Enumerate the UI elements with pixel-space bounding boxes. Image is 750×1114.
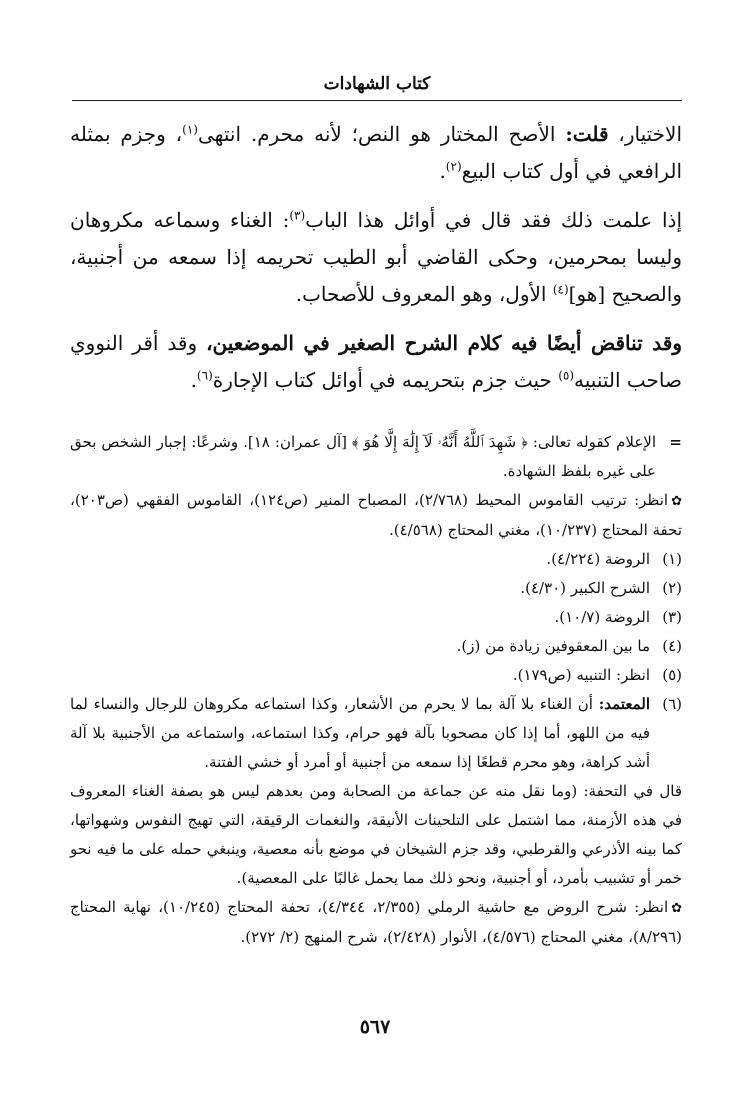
flower-ornament-icon: ✿ (671, 494, 682, 509)
header-rule (72, 100, 682, 101)
text-run: ، وجزم بمثله الرافعي في أول كتاب البيع (70, 122, 682, 183)
footnote-number: (٥) (662, 666, 682, 684)
paragraph-2 (70, 202, 682, 313)
text-run: . (439, 159, 446, 183)
text-run: أن الغناء بلا آلة بما لا يحرم من الأشعار، وكذا استماعه مكروهان للرجال والنساء لما فيه من اللهو، أما إذا كان مصحوبا بآلة فهو حرام، وكذا استماعه، واستماعه من الأجنبية بلا آلة أشد كراهة، وهو محرم قطعًا إذا سمعه من أجنبية أو أمرد أو خشي الفتنة. (70, 695, 650, 771)
text-run: . (190, 368, 197, 392)
footnote-number: (٤) (662, 637, 682, 655)
continuation-marker: = (669, 433, 682, 451)
footnote-item (70, 661, 682, 690)
footnote-text: الشرح الكبير (٤/٣٠). (520, 579, 650, 597)
text-run: وقد أقر النووي صاحب التنبيه (70, 331, 682, 392)
footnote-text: الروضة (٤/٢٢٤). (546, 550, 650, 568)
text-run: حيث جزم بتحريمه في أوائل كتاب الإجارة (212, 368, 559, 392)
footnote-number: (٣) (662, 608, 682, 626)
footnote-ref[interactable]: (٢) (445, 159, 462, 174)
footnote-item (70, 574, 682, 603)
main-text (70, 116, 682, 411)
footnote-tuhfa: قال في التحفة: (وما نقل منه عن جماعة من الصحابة ومن بعدهم ليس هو بصفة الغناء المعروف في هذه الأزمنة، مما اشتمل على التلحينات الأنيقة، والنغمات الرقيقة، التي تهيج النفوس وشهواتها، كما بينه الأذرعي والقرطبي، وقد جزم الشيخان في موضع بأنه معصية، وينبغي حمله على ما فيه نحو خمر أو تشبيب بأمرد، أو أجنبية، ونحو ذلك مما يحمل غالبًا على المعصية). (70, 782, 682, 887)
footnote-ref[interactable]: (٥) (558, 368, 575, 383)
flower-ornament-icon: ✿ (671, 901, 683, 916)
footnote-text: انظر: ترتيب القاموس المحيط (٢/٧٦٨)، المصباح المنير (ص١٢٤)، القاموس الفقهي (ص٢٠٣)، تحفة المحتاج (١٠/٢٣٧)، مغني المحتاج (٤/٥٦٨). (70, 491, 682, 539)
paragraph-1 (70, 116, 682, 190)
text-run: : الغناء وسماعه مكروهان وليسا بمحرمين، وحكى القاضي أبو الطيب تحريمه إذا سمعه من أجنبية، والصحيح [هو] (70, 208, 682, 306)
footnote-number: (١) (662, 550, 682, 568)
footnote-ref[interactable]: (١) (182, 122, 198, 137)
qult-label: قلت: (565, 122, 609, 146)
footnote-number: (٢) (662, 579, 682, 597)
footnote-number: (٦) (662, 695, 682, 713)
paragraph-3 (70, 325, 682, 399)
text-run: إذا علمت ذلك فقد قال في أوائل هذا الباب (305, 208, 682, 232)
footnote-ref[interactable]: (٦) (196, 368, 213, 383)
text-run: الأول، وهو المعروف للأصحاب. (295, 282, 553, 306)
footnote-text: الإعلام كقوله تعالى: ﴿ شَهِدَ ٱللَّهُ أَنَّهُۥ لَآ إِلَٰهَ إِلَّا هُوَ ﴾ [آل عمران: ١٨]. وشرعًا: إجبار الشخص بحق على غيره بلفظ الشهادة. (70, 433, 656, 480)
running-header: كتاب الشهادات (323, 74, 431, 94)
page-number: ٥٦٧ (359, 1016, 391, 1038)
footnote-text (70, 690, 650, 777)
text-run: الاختيار، (618, 122, 683, 146)
footnote-refs (70, 893, 682, 952)
footnote-item (70, 545, 682, 574)
footnote-item (70, 632, 682, 661)
footnote-text: الروضة (١٠/٧). (554, 608, 650, 626)
text-run: الأصح المختار هو النص؛ لأنه محرم. انتهى (197, 122, 556, 146)
footnote-ref[interactable]: (٤) (552, 282, 569, 297)
footnote-text: انظر: التنبيه (ص١٧٩). (512, 666, 650, 684)
footnote-refs (70, 486, 682, 545)
footnote-text: ما بين المعقوفين زيادة من (ز). (456, 637, 650, 655)
mutamad-label: المعتمد: (598, 695, 650, 713)
footnote-item (70, 603, 682, 632)
footnote-item (70, 690, 682, 777)
footnote-ref[interactable]: (٣) (289, 208, 306, 223)
footnote-continuation (70, 428, 682, 486)
bold-text-run: وقد تناقض أيضًا فيه كلام الشرح الصغير في الموضعين، (206, 331, 682, 355)
footnotes (70, 428, 682, 952)
footnote-text: انظر: شرح الروض مع حاشية الرملي (٢/٣٥٥، ٤/٣٤٤)، تحفة المحتاج (١٠/٢٤٥)، نهاية المحتاج (٨/٢٩٦)، مغني المحتاج (٤/٥٧٦)، الأنوار (٢/٤٢٨)، شرح المنهج (٢/ ٢٧٢). (70, 898, 682, 946)
